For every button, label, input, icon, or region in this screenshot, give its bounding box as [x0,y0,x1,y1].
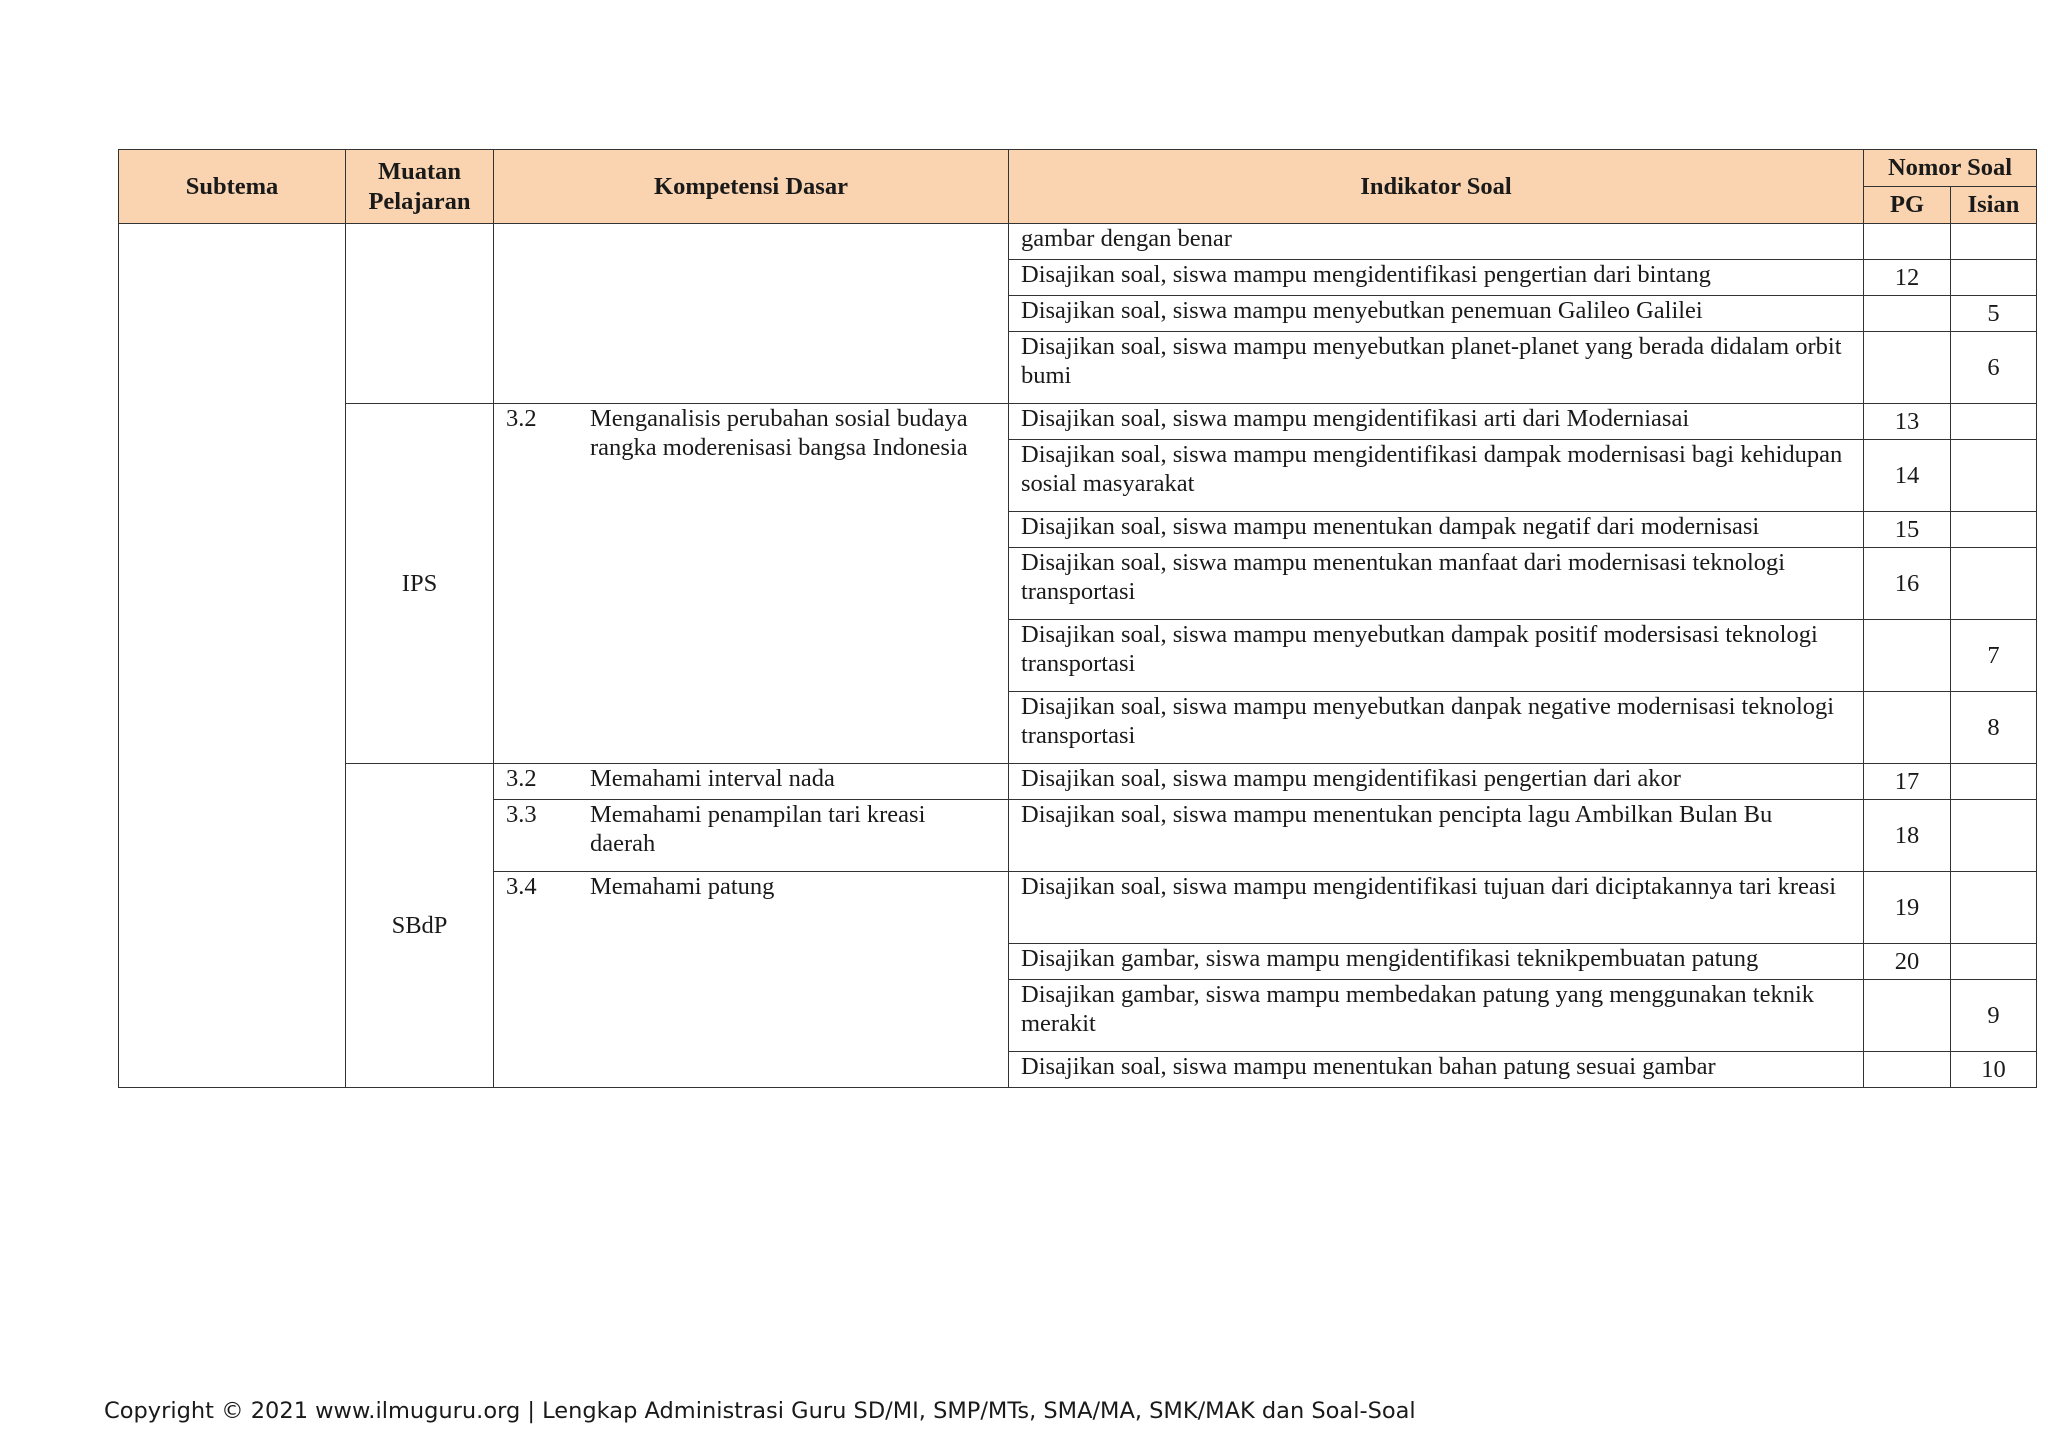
indikator-cell: Disajikan soal, siswa mampu menentukan manfaat dari modernisasi teknologi transportasi [1009,548,1864,620]
indikator-cell: Disajikan soal, siswa mampu mengidentifikasi pengertian dari akor [1009,764,1864,800]
isian-cell: 10 [1951,1052,2037,1088]
indikator-cell: Disajikan soal, siswa mampu menentukan pencipta lagu Ambilkan Bulan Bu [1009,800,1864,872]
isian-cell [1951,260,2037,296]
muatan-cell-sbdp: SBdP [346,764,494,1088]
kd-number: 3.2 [506,405,537,432]
pg-cell: 16 [1864,548,1951,620]
isian-cell [1951,872,2037,944]
pg-cell: 18 [1864,800,1951,872]
indikator-cell: Disajikan soal, siswa mampu mengidentifikasi pengertian dari bintang [1009,260,1864,296]
kd-item [506,800,996,859]
indikator-cell: Disajikan soal, siswa mampu menyebutkan penemuan Galileo Galilei [1009,296,1864,332]
isian-cell: 9 [1951,980,2037,1052]
isian-cell [1951,512,2037,548]
isian-cell: 7 [1951,620,2037,692]
pg-cell [1864,1052,1951,1088]
pg-cell [1864,332,1951,404]
header-indikator-soal: Indikator Soal [1009,150,1864,224]
pg-cell [1864,692,1951,764]
pg-cell: 15 [1864,512,1951,548]
header-subtema: Subtema [119,150,346,224]
pg-cell: 13 [1864,404,1951,440]
kd-text: Memahami patung [590,873,775,900]
indikator-cell: Disajikan soal, siswa mampu menyebutkan planet-planet yang berada didalam orbit bumi [1009,332,1864,404]
indikator-cell: Disajikan gambar, siswa mampu membedakan patung yang menggunakan teknik merakit [1009,980,1864,1052]
indikator-cell: gambar dengan benar [1009,224,1864,260]
isian-cell [1951,404,2037,440]
table-row [119,224,2037,260]
isian-cell [1951,764,2037,800]
isian-cell [1951,440,2037,512]
header-isian: Isian [1951,187,2037,224]
kd-item [506,404,996,463]
kisi-kisi-table [118,149,2037,1088]
isian-cell [1951,548,2037,620]
pg-cell [1864,224,1951,260]
kd-text: Menganalisis perubahan sosial budaya rangka moderenisasi bangsa Indonesia [590,405,968,462]
kd-cell-continued [494,224,1009,404]
kd-cell [494,764,1009,800]
pg-cell [1864,980,1951,1052]
pg-cell: 12 [1864,260,1951,296]
muatan-cell-ips: IPS [346,404,494,764]
table-body [119,224,2037,1088]
kd-cell [494,872,1009,1088]
subtema-cell [119,224,346,1088]
isian-cell: 8 [1951,692,2037,764]
table-row [119,764,2037,800]
isian-cell: 5 [1951,296,2037,332]
header-nomor-soal: Nomor Soal [1864,150,2037,187]
kd-item [506,872,996,901]
pg-cell: 17 [1864,764,1951,800]
kd-item [506,764,996,793]
isian-cell: 6 [1951,332,2037,404]
header-pg: PG [1864,187,1951,224]
kd-text: Memahami interval nada [590,765,835,792]
table-row [119,404,2037,440]
header-muatan-pelajaran: Muatan Pelajaran [346,150,494,224]
indikator-cell: Disajikan soal, siswa mampu mengidentifikasi arti dari Moderniasai [1009,404,1864,440]
indikator-cell: Disajikan soal, siswa mampu menyebutkan dampak positif modersisasi teknologi transportasi [1009,620,1864,692]
indikator-cell: Disajikan soal, siswa mampu mengidentifikasi dampak modernisasi bagi kehidupan sosial masyarakat [1009,440,1864,512]
kd-cell [494,800,1009,872]
isian-cell [1951,800,2037,872]
pg-cell: 20 [1864,944,1951,980]
indikator-cell: Disajikan soal, siswa mampu mengidentifikasi tujuan dari diciptakannya tari kreasi [1009,872,1864,944]
kd-text: Memahami penampilan tari kreasi daerah [590,801,926,858]
isian-cell [1951,224,2037,260]
indikator-cell: Disajikan gambar, siswa mampu mengidentifikasi teknikpembuatan patung [1009,944,1864,980]
indikator-cell: Disajikan soal, siswa mampu menentukan dampak negatif dari modernisasi [1009,512,1864,548]
indikator-cell: Disajikan soal, siswa mampu menentukan bahan patung sesuai gambar [1009,1052,1864,1088]
pg-cell: 19 [1864,872,1951,944]
indikator-cell: Disajikan soal, siswa mampu menyebutkan danpak negative modernisasi teknologi transportasi [1009,692,1864,764]
muatan-cell-continued [346,224,494,404]
kd-number: 3.3 [506,801,537,828]
header-kompetensi-dasar: Kompetensi Dasar [494,150,1009,224]
kd-cell [494,404,1009,764]
isian-cell [1951,944,2037,980]
kd-number: 3.2 [506,765,537,792]
footer-copyright: Copyright © 2021 www.ilmuguru.org | Lengkap Administrasi Guru SD/MI, SMP/MTs, SMA/MA, SMK/MAK dan Soal-Soal [104,1398,1416,1424]
pg-cell: 14 [1864,440,1951,512]
pg-cell [1864,296,1951,332]
kd-number: 3.4 [506,873,537,900]
pg-cell [1864,620,1951,692]
